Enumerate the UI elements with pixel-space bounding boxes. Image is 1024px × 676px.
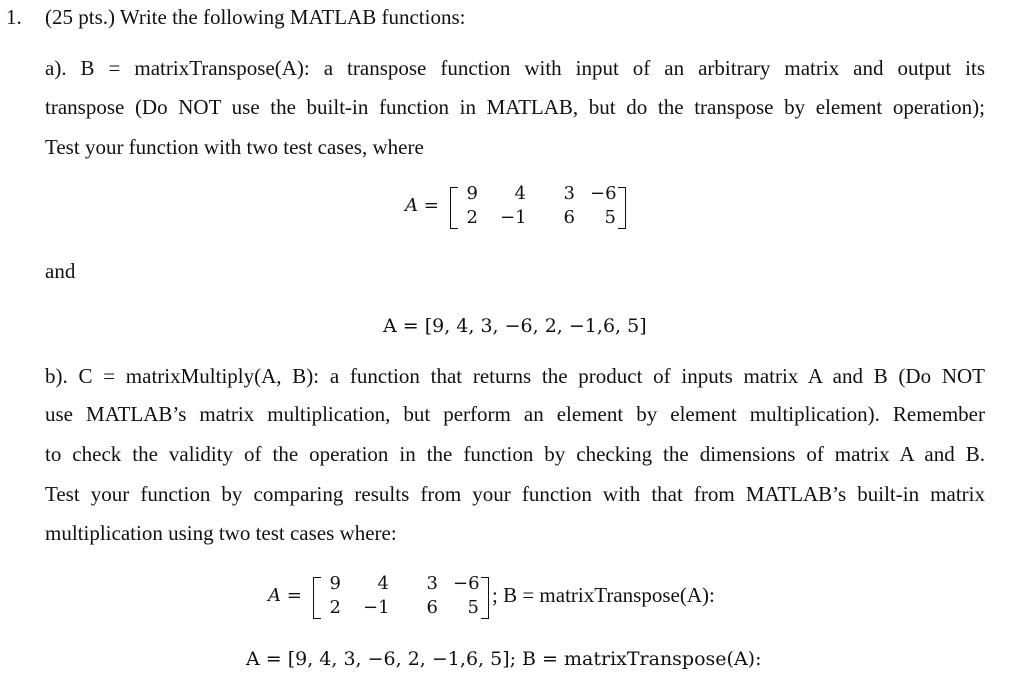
part-b-line-3: to check the validity of the operation in the function by checking the dimensions of matrix A and B. [45,442,985,466]
matrix-cell: 6 [563,207,575,228]
matrix-cell: 3 [426,573,438,594]
part-b-line-5: multiplication using two test cases where: [45,521,397,545]
matrix-cell: 9 [329,573,341,594]
matrix-cell: 2 [329,597,341,618]
question-number: 1. [6,5,22,29]
part-a-vector-equation: A = [9, 4, 3, −6, 2, −1,6, 5] [383,315,647,337]
part-b-line-2: use MATLAB’s matrix multiplication, but perform an element by element multiplication). Remember [45,402,985,426]
right-bracket [618,187,626,229]
part-b-matrix [268,573,748,623]
part-a-line-2: transpose (Do NOT use the built-in function in MATLAB, but do the transpose by element operation); [45,95,985,119]
part-b-line-4: Test your function by comparing results from your function with that from MATLAB’s built-in matrix [45,482,985,506]
matrix-cell: −1 [500,207,527,228]
matrix-cell: 9 [466,183,478,204]
matrix-cell: 6 [426,597,438,618]
part-a-matrix [405,183,635,233]
part-b-vector-equation: A = [9, 4, 3, −6, 2, −1,6, 5]; B = matrixTranspose(A): [246,648,762,670]
matrix-cell: 3 [563,183,575,204]
matrix-cell: −6 [590,183,617,204]
matrix-cell: −1 [363,597,390,618]
part-a-line-3: Test your function with two test cases, where [45,135,424,159]
matrix-cell: 5 [467,597,479,618]
matrix-suffix-text: ; B = matrixTranspose(A): [492,583,715,607]
part-a-line-1: a). B = matrixTranspose(A): a transpose function with input of an arbitrary matrix and output its [45,56,985,80]
part-b-line-1: b). C = matrixMultiply(A, B): a function that returns the product of inputs matrix A and B (Do NOT [45,364,985,388]
matrix-cell: 5 [604,207,616,228]
question-header: (25 pts.) Write the following MATLAB functions: [45,5,466,29]
matrix-label: A = [405,195,439,216]
and-text: and [45,259,76,283]
matrix-cell: 2 [466,207,478,228]
matrix-label: A = [268,585,302,606]
matrix-cell: −6 [453,573,480,594]
right-bracket [481,577,489,619]
matrix-cell: 4 [377,573,389,594]
matrix-cell: 4 [514,183,526,204]
